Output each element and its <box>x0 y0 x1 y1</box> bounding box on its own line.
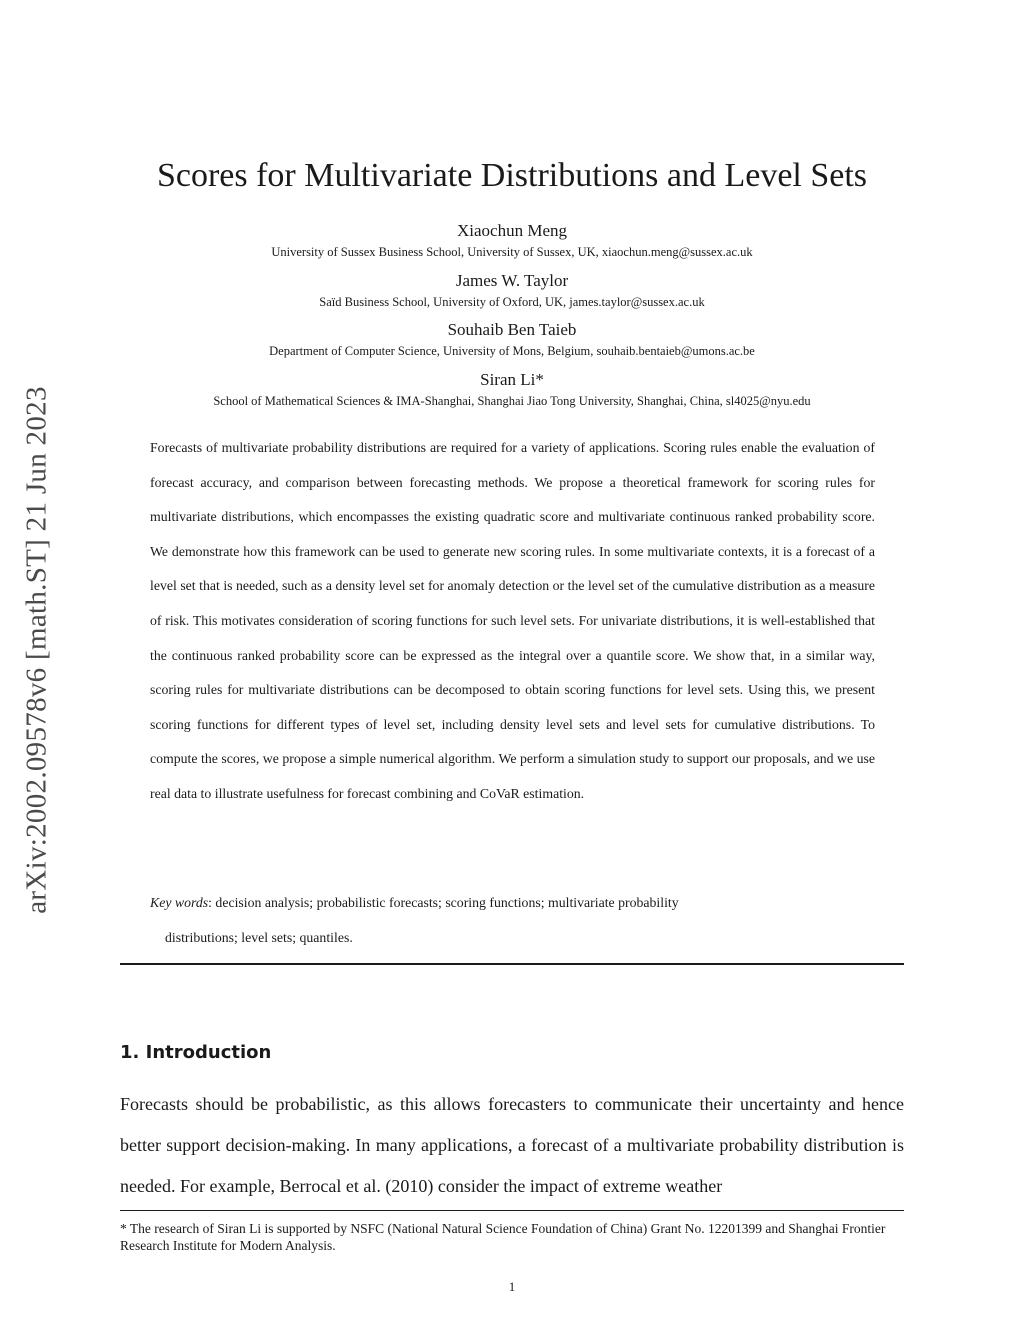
author-name: Xiaochun Meng <box>456 221 567 240</box>
author-affiliation: University of Sussex Business School, University of Sussex, UK, xiaochun.meng@sussex.ac.uk <box>271 245 753 259</box>
author-affiliation: School of Mathematical Sciences & IMA-Shanghai, Shanghai Jiao Tong University, Shanghai, China, sl4025@nyu.edu <box>213 394 811 408</box>
introduction-paragraph: Forecasts should be probabilistic, as this allows forecasters to communicate their uncertainty and hence better support decision-making. In many applications, a forecast of a multivariate probability distribution is needed. For example, Berrocal et al. (2010) consider the impact of extreme weather <box>120 1094 904 1196</box>
keywords-list-continued: distributions; level sets; quantiles. <box>165 929 353 945</box>
author-affiliation: Saïd Business School, University of Oxford, UK, james.taylor@sussex.ac.uk <box>319 295 705 309</box>
footnote: * The research of Siran Li is supported by NSFC (National Natural Science Foundation of China) Grant No. 12201399 and Shanghai Frontier Research Institute for Modern Analysis. <box>120 1221 886 1253</box>
author-name: James W. Taylor <box>455 271 569 290</box>
section-heading: 1. Introduction <box>120 1042 272 1063</box>
keywords-label: Key words <box>150 895 209 910</box>
author-name: Siran Li* <box>480 370 544 389</box>
abstract: Forecasts of multivariate probability distributions are required for a variety of applications. Scoring rules enable the evaluation of forecast accuracy, and comparison between forecasting methods. We propose a theoretical framework for scoring rules for multivariate distributions, which encompasses the existing quadratic score and multivariate continuous ranked probability score. We demonstrate how this framework can be used to generate new scoring rules. In some multivariate contexts, it is a forecast of a level set that is needed, such as a density level set for anomaly detection or the level set of the cumulative distribution as a measure of risk. This motivates consideration of scoring functions for such level sets. For univariate distributions, it is well-established that the continuous ranked probability score can be expressed as the integral over a quantile score. We show that, in a similar way, scoring rules for multivariate distributions can be decomposed to obtain scoring functions for level sets. Using this, we present scoring functions for different types of level set, including density level sets and level sets for cumulative distributions. To compute the scores, we propose a simple numerical algorithm. We perform a simulation study to support our proposals, and we use real data to illustrate usefulness for forecast combining and CoVaR estimation. <box>150 440 875 801</box>
author-affiliation: Department of Computer Science, University of Mons, Belgium, souhaib.bentaieb@umons.ac.be <box>269 344 755 358</box>
abstract-divider <box>120 963 904 965</box>
keywords: Key words: decision analysis; probabilistic forecasts; scoring functions; multivariate probability distributions; level sets; quantiles. <box>150 886 875 955</box>
paper-title: Scores for Multivariate Distributions and Level Sets <box>156 157 868 194</box>
arxiv-identifier: arXiv:2002.09578v6 [math.ST] 21 Jun 2023 <box>20 386 53 914</box>
page-number: 1 <box>508 1279 516 1294</box>
keywords-list: decision analysis; probabilistic forecasts; scoring functions; multivariate probability <box>215 895 679 910</box>
footnote-divider <box>120 1210 904 1211</box>
author-name: Souhaib Ben Taieb <box>447 320 577 339</box>
